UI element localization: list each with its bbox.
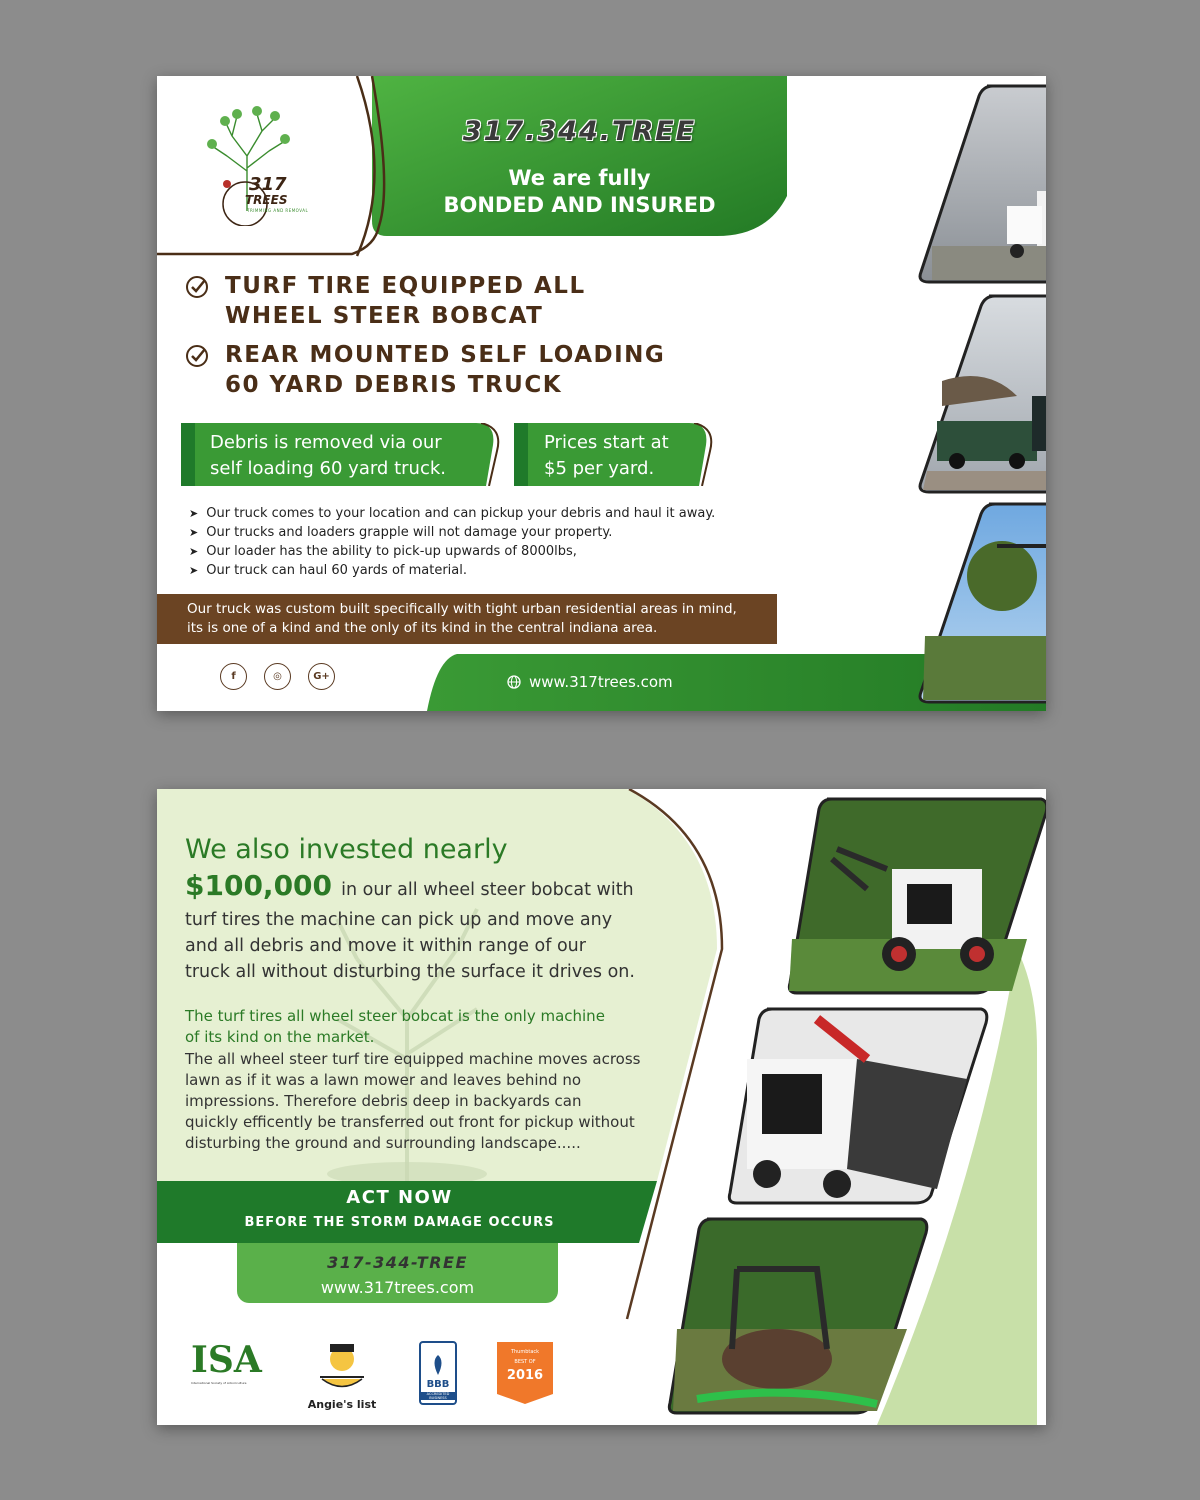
photo-bobcat-grapple [789, 799, 1046, 993]
bbb-sub: ACCREDITED BUSINESS [421, 1392, 455, 1400]
small-paragraph [185, 1049, 640, 1154]
green-paragraph [185, 1006, 605, 1048]
photo-truck-with-logs [920, 296, 1046, 492]
body-line: and all debris and move it within range of our [185, 936, 586, 956]
feature-1-line2: WHEEL STEER BOBCAT [225, 303, 544, 329]
google-plus-icon[interactable]: G+ [308, 663, 335, 690]
small-line: disturbing the ground and surrounding landscape..... [185, 1134, 581, 1152]
logo-word: TREES [245, 193, 288, 207]
back-photo-column [637, 789, 1046, 1425]
body-line: turf tires the machine can pick up and move any [185, 910, 613, 930]
banner-line1: We are fully [508, 166, 651, 190]
money-line-rest: in our all wheel steer bobcat with [341, 880, 634, 900]
photo-debris-truck-crane [799, 86, 1046, 284]
isa-subtitle: International Society of Arboriculture [191, 1381, 247, 1385]
facebook-icon[interactable]: f [220, 663, 247, 690]
tab-box-1-line1: Debris is removed via our [210, 432, 442, 453]
brown-bar-line1: Our truck was custom built specifically with tight urban residential areas in mind, [187, 601, 737, 617]
tab-box-2-line2: $5 per yard. [544, 458, 655, 479]
bullet-item: ➤ Our loader has the ability to pick-up upwards of 8000lbs, [189, 542, 715, 561]
banner-line2: BONDED AND INSURED [443, 193, 716, 217]
tab-box-2-line1: Prices start at [544, 432, 669, 453]
feature-2-line2: 60 YARD DEBRIS TRUCK [225, 372, 563, 398]
back-url[interactable]: www.317trees.com [320, 1278, 475, 1297]
bullet-item: ➤ Our truck can haul 60 yards of material. [189, 561, 715, 580]
isa-logo-text: ISA [191, 1339, 262, 1381]
act-now-title: ACT NOW [346, 1187, 453, 1208]
bullet-item: ➤ Our trucks and loaders grapple will not damage your property. [189, 523, 715, 542]
brown-info-bar [157, 594, 777, 644]
investment-amount: $100,000 [185, 869, 333, 902]
front-url[interactable]: www.317trees.com [529, 673, 673, 691]
photo-loader-grapple [920, 504, 1046, 702]
front-phone: 317.344.TREE [462, 116, 697, 147]
instagram-icon[interactable]: ◎ [264, 663, 291, 690]
green-line: The turf tires all wheel steer bobcat is the only machine [185, 1007, 605, 1025]
body-line: truck all without disturbing the surface it drives on. [185, 962, 635, 982]
small-line: lawn as if it was a lawn mower and leaves behind no [185, 1071, 582, 1089]
photo-bobcat-closeup [729, 1009, 987, 1203]
angies-list-label: Angie's list [307, 1398, 377, 1411]
company-logo [187, 96, 327, 226]
thumbtack-year: 2016 [506, 1368, 544, 1383]
bbb-torch-icon [427, 1353, 449, 1379]
small-line: The all wheel steer turf tire equipped machine moves across [185, 1050, 641, 1068]
isa-badge [191, 1339, 281, 1409]
front-card [157, 76, 1046, 711]
bullet-item: ➤ Our truck comes to your location and can pickup your debris and haul it away. [189, 504, 715, 523]
bbb-badge [419, 1341, 457, 1405]
brown-bar-line2: its is one of a kind and the only of its kind in the central indiana area. [187, 620, 658, 636]
thumbtack-label: Thumbtack [510, 1349, 540, 1355]
act-now-subtitle: BEFORE THE STORM DAMAGE OCCURS [244, 1215, 555, 1230]
back-phone[interactable]: 317-344-TREE [327, 1253, 468, 1272]
logo-number: 317 [249, 174, 287, 195]
feature-bullets [189, 504, 715, 580]
small-line: impressions. Therefore debris deep in backyards can [185, 1092, 582, 1110]
small-line: quickly efficently be transferred out front for pickup without [185, 1113, 635, 1131]
body-paragraph [185, 907, 635, 985]
green-line: of its kind on the market. [185, 1028, 375, 1046]
checkmark-icon [185, 344, 209, 368]
bbb-label: BBB [426, 1379, 450, 1390]
photo-grapple-stump [669, 1219, 927, 1413]
back-card [157, 789, 1046, 1425]
angies-list-mascot-icon [302, 1339, 382, 1394]
front-photo-column [757, 76, 1046, 711]
front-url-row[interactable] [507, 673, 673, 691]
thumbtack-badge [497, 1342, 553, 1404]
feature-1-line1: TURF TIRE EQUIPPED ALL [225, 273, 586, 299]
feature-2-line1: REAR MOUNTED SELF LOADING [225, 342, 666, 368]
back-headline: We also invested nearly [185, 834, 508, 865]
tab-box-1-line2: self loading 60 yard truck. [210, 458, 446, 479]
logo-tagline: TRIMMING AND REMOVAL [247, 208, 309, 213]
thumbtack-best-of: BEST OF [514, 1359, 536, 1365]
money-line [185, 869, 634, 903]
checkmark-icon [185, 275, 209, 299]
angies-list-badge [302, 1339, 382, 1409]
globe-icon [507, 675, 521, 689]
